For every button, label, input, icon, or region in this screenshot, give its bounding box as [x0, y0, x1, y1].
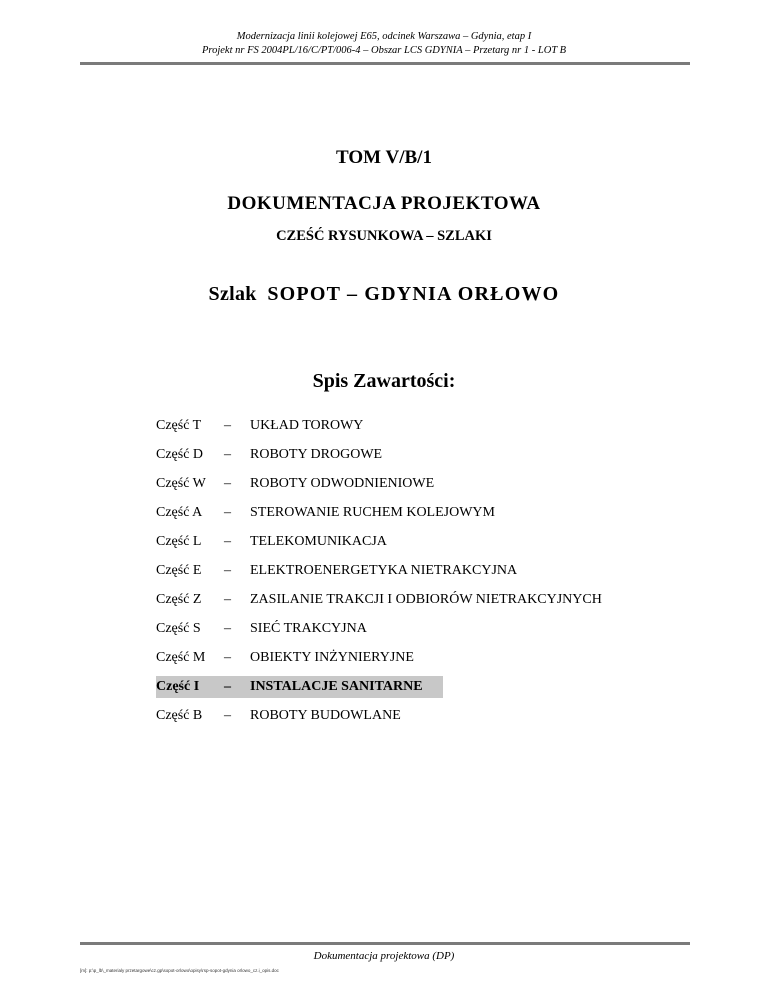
toc-part: Część W — [156, 476, 206, 491]
toc-name: UKŁAD TOROWY — [250, 418, 364, 433]
toc-name: SIEĆ TRAKCYJNA — [250, 621, 367, 636]
toc-part: Część L — [156, 534, 202, 549]
toc-name: STEROWANIE RUCHEM KOLEJOWYM — [250, 505, 495, 520]
toc-part: Część Z — [156, 592, 202, 607]
toc-row-l — [156, 528, 716, 557]
toc-row-a — [156, 499, 716, 528]
page-header — [0, 30, 768, 58]
document-title: DOKUMENTACJA PROJEKTOWA — [227, 193, 541, 214]
toc-dash: – — [224, 505, 231, 520]
toc-row-w — [156, 470, 716, 499]
toc-row-s — [156, 615, 716, 644]
toc-name: TELEKOMUNIKACJA — [250, 534, 387, 549]
header-line-1: Modernizacja linii kolejowej E65, odcinek Warszawa – Gdynia, etap I — [236, 31, 532, 42]
footer-text: Dokumentacja projektowa (DP) — [313, 950, 455, 962]
toc-row-d — [156, 441, 716, 470]
contents-heading: Spis Zawartości: — [312, 370, 456, 392]
route-prefix: Szlak — [208, 283, 257, 305]
route-name: SOPOT – GDYNIA ORŁOWO — [267, 283, 560, 305]
toc-name: ZASILANIE TRAKCJI I ODBIORÓW NIETRAKCYJNYCH — [250, 592, 602, 607]
toc-row-t — [156, 412, 716, 441]
header-rule — [80, 62, 690, 65]
toc-dash: – — [224, 592, 231, 607]
footer-rule — [80, 942, 690, 945]
toc-dash: – — [224, 476, 231, 491]
toc-name: ROBOTY DROGOWE — [250, 447, 383, 462]
header-line-2: Projekt nr FS 2004PL/16/C/PT/006-4 – Obszar LCS GDYNIA – Przetarg nr 1 - LOT B — [201, 45, 567, 56]
toc-dash: – — [224, 534, 231, 549]
toc-dash: – — [224, 650, 231, 665]
toc-dash: – — [224, 563, 231, 578]
table-of-contents — [156, 412, 716, 731]
toc-row-z — [156, 586, 716, 615]
toc-part: Część A — [156, 505, 203, 520]
toc-part: Część E — [156, 563, 202, 578]
toc-row-m — [156, 644, 716, 673]
toc-name: ROBOTY BUDOWLANE — [250, 708, 401, 723]
toc-part: Część D — [156, 447, 204, 462]
toc-name: ROBOTY ODWODNIENIOWE — [250, 476, 435, 491]
toc-part: Część B — [156, 708, 203, 723]
toc-part: Część S — [156, 621, 201, 636]
toc-name: OBIEKTY INŻYNIERYJNE — [250, 650, 414, 665]
toc-dash: – — [224, 447, 231, 462]
toc-name: ELEKTROENERGETYKA NIETRAKCYJNA — [250, 563, 518, 578]
toc-dash: – — [224, 708, 231, 723]
toc-part: Część M — [156, 650, 206, 665]
toc-row-b — [156, 702, 716, 731]
volume-title: TOM V/B/1 — [336, 147, 432, 168]
toc-name: INSTALACJE SANITARNE — [250, 679, 423, 694]
document-subtitle: CZEŚĆ RYSUNKOWA – SZLAKI — [276, 228, 492, 244]
toc-dash: – — [224, 679, 231, 694]
toc-part: Część T — [156, 418, 202, 433]
toc-dash: – — [224, 418, 231, 433]
footer-file-path: [m]: p:\p_lb\_materialy przetargowe\cz.gp\sopot-orlowo\opisy\rsp-sopot-gdynia orlowo_cz.i_opis.doc — [80, 968, 279, 973]
toc-dash: – — [224, 621, 231, 636]
route-title — [0, 283, 768, 306]
toc-row-e — [156, 557, 716, 586]
toc-row-i-current — [156, 673, 716, 702]
toc-part: Część I — [156, 679, 200, 694]
